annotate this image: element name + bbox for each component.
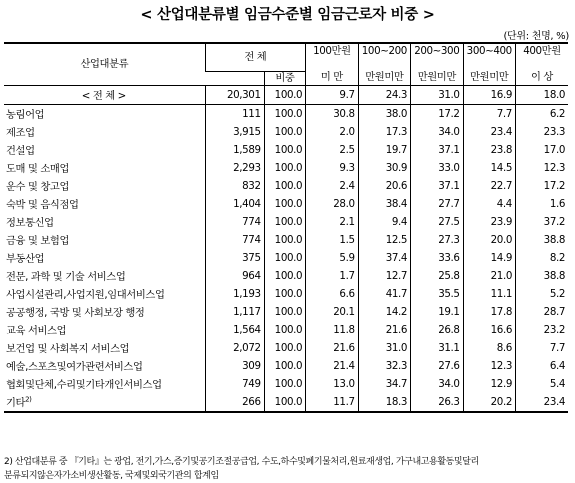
share-cell: 100.0	[264, 267, 306, 285]
band-cell: 17.0	[515, 141, 568, 159]
band-cell: 8.2	[515, 249, 568, 267]
industry-cell	[4, 123, 205, 141]
band-cell: 1.6	[515, 195, 568, 213]
band-cell: 2.0	[306, 123, 358, 141]
industry-cell	[4, 213, 205, 231]
band-cell: 37.4	[358, 249, 410, 267]
industry-label: 공공행정, 국방 및 사회보장 행정	[6, 307, 145, 319]
band-cell: 26.8	[411, 321, 463, 339]
share-cell: 100.0	[264, 141, 306, 159]
band-cell: 34.0	[411, 123, 463, 141]
band-cell: 8.6	[463, 339, 515, 357]
industry-label: 도매 및 소매업	[6, 163, 70, 175]
industry-label: 사업시설관리,사업지원,임대서비스업	[6, 289, 165, 301]
total-cell: 749	[205, 375, 264, 393]
band-cell: 22.7	[463, 177, 515, 195]
band-cell: 30.8	[306, 104, 358, 123]
share-cell: 100.0	[264, 177, 306, 195]
table-row	[4, 213, 568, 231]
table-row	[4, 357, 568, 375]
band-cell: 5.9	[306, 249, 358, 267]
band-cell: 27.6	[411, 357, 463, 375]
industry-cell	[4, 159, 205, 177]
band-cell: 11.8	[306, 321, 358, 339]
table-row	[4, 393, 568, 412]
band-cell: 12.3	[463, 357, 515, 375]
total-cell: 309	[205, 357, 264, 375]
industry-cell	[4, 303, 205, 321]
industry-cell	[4, 249, 205, 267]
industry-label: 교육 서비스업	[6, 325, 67, 337]
band-cell: 34.7	[358, 375, 410, 393]
table-row	[4, 285, 568, 303]
band-cell: 2.1	[306, 213, 358, 231]
band-cell: 7.7	[515, 339, 568, 357]
band-cell: 16.9	[463, 85, 515, 104]
band-cell: 38.0	[358, 104, 410, 123]
band-cell: 21.0	[463, 267, 515, 285]
band-cell: 1.5	[306, 231, 358, 249]
band-cell: 33.6	[411, 249, 463, 267]
band-cell: 23.4	[515, 393, 568, 412]
band-cell: 19.7	[358, 141, 410, 159]
band-cell: 19.1	[411, 303, 463, 321]
industry-label: 전문, 과학 및 기술 서비스업	[6, 271, 126, 283]
band-cell: 38.8	[515, 267, 568, 285]
unit-note: (단위: 천명, %)	[503, 31, 569, 42]
industry-label: 금융 및 보험업	[6, 235, 70, 247]
band-cell: 38.8	[515, 231, 568, 249]
band-cell: 14.9	[463, 249, 515, 267]
industry-cell	[4, 195, 205, 213]
table-row	[4, 303, 568, 321]
share-cell: 100.0	[264, 249, 306, 267]
footnote-line: 분류되지않은자가소비생산활동, 국제및외국기관의 합계임	[4, 471, 219, 481]
industry-label: 운수 및 창고업	[6, 181, 70, 193]
header-band-top: 300~400	[463, 43, 515, 71]
band-cell: 34.0	[411, 375, 463, 393]
band-cell: 20.1	[306, 303, 358, 321]
total-cell: 3,915	[205, 123, 264, 141]
band-cell: 9.7	[306, 85, 358, 104]
industry-cell	[4, 177, 205, 195]
header-band-bottom: 만원미만	[463, 71, 515, 85]
band-cell: 14.2	[358, 303, 410, 321]
industry-cell	[4, 357, 205, 375]
industry-label: 협회및단체,수리및기타개인서비스업	[6, 379, 162, 391]
share-cell: 100.0	[264, 285, 306, 303]
band-cell: 17.2	[411, 104, 463, 123]
table-row	[4, 141, 568, 159]
total-cell: 20,301	[205, 85, 264, 104]
industry-label: 기타	[6, 397, 26, 409]
header-band-bottom: 이 상	[515, 71, 568, 85]
header-industry: 산업대분류	[4, 43, 205, 85]
band-cell: 25.8	[411, 267, 463, 285]
industry-label: 농림어업	[6, 109, 45, 121]
band-cell: 31.0	[358, 339, 410, 357]
band-cell: 4.4	[463, 195, 515, 213]
band-cell: 6.6	[306, 285, 358, 303]
band-cell: 2.4	[306, 177, 358, 195]
table-row	[4, 104, 568, 123]
total-cell: 774	[205, 213, 264, 231]
band-cell: 35.5	[411, 285, 463, 303]
band-cell: 21.6	[306, 339, 358, 357]
industry-label: 예술,스포츠및여가관련서비스업	[6, 361, 143, 373]
header-band-bottom: 미 만	[306, 71, 358, 85]
industry-cell	[4, 339, 205, 357]
band-cell: 27.5	[411, 213, 463, 231]
share-cell: 100.0	[264, 231, 306, 249]
footnote	[4, 455, 570, 483]
share-cell: 100.0	[264, 339, 306, 357]
share-cell: 100.0	[264, 104, 306, 123]
total-cell: 964	[205, 267, 264, 285]
total-row	[4, 85, 568, 104]
band-cell: 17.8	[463, 303, 515, 321]
share-cell: 100.0	[264, 375, 306, 393]
share-cell: 100.0	[264, 159, 306, 177]
band-cell: 23.4	[463, 123, 515, 141]
total-cell: 1,117	[205, 303, 264, 321]
band-cell: 23.9	[463, 213, 515, 231]
band-cell: 30.9	[358, 159, 410, 177]
industry-label: 건설업	[6, 145, 35, 157]
header-total: 전 체	[205, 43, 306, 71]
band-cell: 11.7	[306, 393, 358, 412]
share-cell: 100.0	[264, 195, 306, 213]
band-cell: 6.2	[515, 104, 568, 123]
table-row	[4, 249, 568, 267]
total-cell: 832	[205, 177, 264, 195]
share-cell: 100.0	[264, 85, 306, 104]
band-cell: 37.1	[411, 177, 463, 195]
band-cell: 21.4	[306, 357, 358, 375]
band-cell: 12.5	[358, 231, 410, 249]
page-title: < 산업대분류별 임금수준별 임금근로자 비중 >	[140, 7, 435, 23]
band-cell: 23.8	[463, 141, 515, 159]
band-cell: 20.2	[463, 393, 515, 412]
header-band-top: 200~300	[411, 43, 463, 71]
table-row	[4, 375, 568, 393]
band-cell: 18.3	[358, 393, 410, 412]
band-cell: 33.0	[411, 159, 463, 177]
footnote-line: 2) 산업대분류 중 『기타』는 광업, 전기,가스,증기및공기조절공급업, 수도,하수및폐기물처리,원료재생업, 가구내고용활동및달리	[4, 457, 479, 467]
band-cell: 37.2	[515, 213, 568, 231]
band-cell: 31.1	[411, 339, 463, 357]
band-cell: 27.7	[411, 195, 463, 213]
total-cell: 774	[205, 231, 264, 249]
band-cell: 7.7	[463, 104, 515, 123]
band-cell: 32.3	[358, 357, 410, 375]
industry-cell	[4, 267, 205, 285]
band-cell: 6.4	[515, 357, 568, 375]
band-cell: 12.9	[463, 375, 515, 393]
band-cell: 41.7	[358, 285, 410, 303]
band-cell: 11.1	[463, 285, 515, 303]
total-cell: 111	[205, 104, 264, 123]
industry-cell	[4, 231, 205, 249]
industry-label: 부동산업	[6, 253, 45, 265]
header-band-bottom: 만원미만	[358, 71, 410, 85]
band-cell: 24.3	[358, 85, 410, 104]
total-cell: 2,072	[205, 339, 264, 357]
band-cell: 37.1	[411, 141, 463, 159]
industry-cell	[4, 321, 205, 339]
share-cell: 100.0	[264, 393, 306, 412]
band-cell: 17.3	[358, 123, 410, 141]
table-row	[4, 159, 568, 177]
industry-cell	[4, 393, 205, 412]
share-cell: 100.0	[264, 303, 306, 321]
industry-cell: < 전 체 >	[4, 85, 205, 104]
total-cell: 1,404	[205, 195, 264, 213]
band-cell: 18.0	[515, 85, 568, 104]
band-cell: 9.4	[358, 213, 410, 231]
band-cell: 5.4	[515, 375, 568, 393]
band-cell: 2.5	[306, 141, 358, 159]
band-cell: 23.2	[515, 321, 568, 339]
total-cell: 375	[205, 249, 264, 267]
band-cell: 21.6	[358, 321, 410, 339]
band-cell: 27.3	[411, 231, 463, 249]
band-cell: 31.0	[411, 85, 463, 104]
table-row	[4, 123, 568, 141]
industry-label: 제조업	[6, 127, 35, 139]
header-blank	[205, 71, 264, 85]
band-cell: 9.3	[306, 159, 358, 177]
total-cell: 266	[205, 393, 264, 412]
table-row	[4, 231, 568, 249]
band-cell: 26.3	[411, 393, 463, 412]
table-row	[4, 177, 568, 195]
band-cell: 14.5	[463, 159, 515, 177]
share-cell: 100.0	[264, 123, 306, 141]
total-cell: 1,589	[205, 141, 264, 159]
total-cell: 2,293	[205, 159, 264, 177]
band-cell: 17.2	[515, 177, 568, 195]
total-cell: 1,564	[205, 321, 264, 339]
total-cell: 1,193	[205, 285, 264, 303]
band-cell: 28.7	[515, 303, 568, 321]
header-band-bottom: 만원미만	[411, 71, 463, 85]
share-cell: 100.0	[264, 321, 306, 339]
share-cell: 100.0	[264, 213, 306, 231]
band-cell: 12.7	[358, 267, 410, 285]
band-cell: 16.6	[463, 321, 515, 339]
industry-cell	[4, 285, 205, 303]
band-cell: 20.6	[358, 177, 410, 195]
band-cell: 1.7	[306, 267, 358, 285]
band-cell: 5.2	[515, 285, 568, 303]
table-row	[4, 267, 568, 285]
industry-label: 정보통신업	[6, 217, 54, 229]
wage-share-table	[4, 42, 568, 413]
header-share: 비중	[264, 71, 306, 85]
table-row	[4, 321, 568, 339]
band-cell: 38.4	[358, 195, 410, 213]
table-row	[4, 339, 568, 357]
band-cell: 23.3	[515, 123, 568, 141]
band-cell: 20.0	[463, 231, 515, 249]
band-cell: 28.0	[306, 195, 358, 213]
share-cell: 100.0	[264, 357, 306, 375]
table-row	[4, 195, 568, 213]
header-band-top: 100~200	[358, 43, 410, 71]
footnote-mark: 2)	[25, 395, 32, 404]
header-row	[4, 43, 568, 71]
industry-label: 보건업 및 사회복지 서비스업	[6, 343, 130, 355]
industry-label: 숙박 및 음식점업	[6, 199, 79, 211]
industry-cell	[4, 104, 205, 123]
band-cell: 13.0	[306, 375, 358, 393]
industry-cell	[4, 141, 205, 159]
band-cell: 12.3	[515, 159, 568, 177]
industry-cell	[4, 375, 205, 393]
header-band-top: 400만원	[515, 43, 568, 71]
header-band-top: 100만원	[306, 43, 358, 71]
